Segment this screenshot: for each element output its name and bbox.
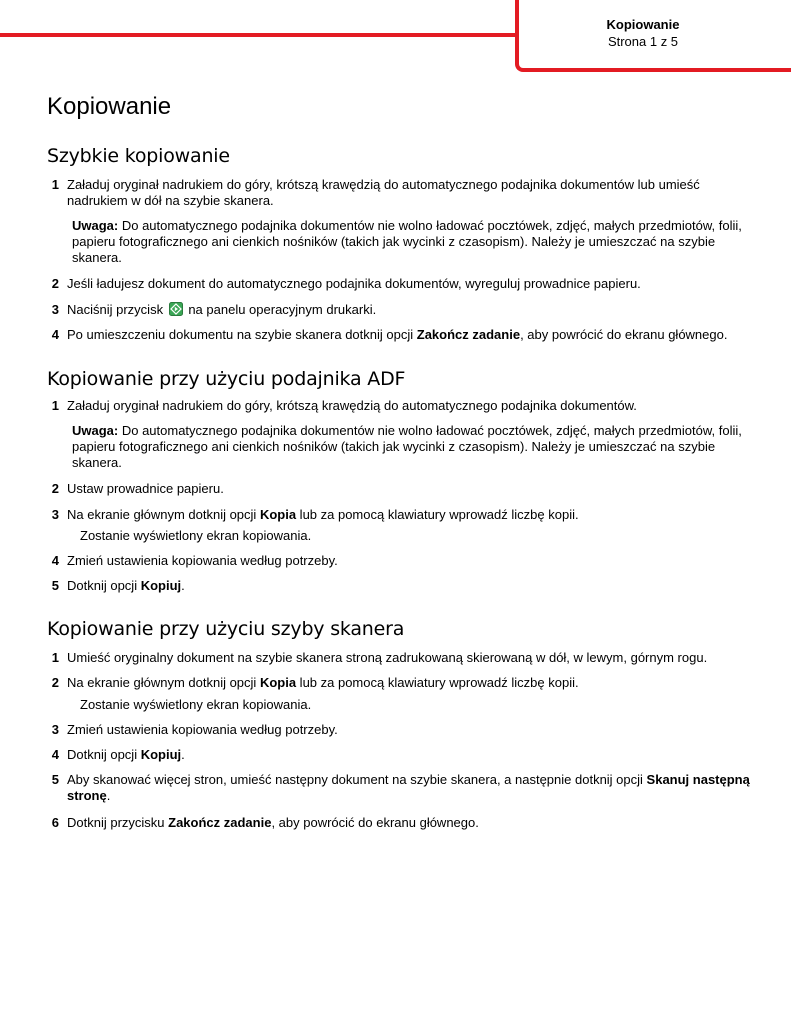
- section-heading-adf-copy: Kopiowanie przy użyciu podajnika ADF: [47, 368, 406, 390]
- step-number: 4: [51, 553, 59, 568]
- step-number: 2: [51, 675, 59, 690]
- option-finish-job: Zakończ zadanie: [416, 327, 521, 342]
- option-copy-now: Kopiuj: [140, 747, 182, 762]
- s1-note: [72, 218, 752, 266]
- s2-step-2: [47, 481, 757, 497]
- s3-step-1: [47, 650, 757, 666]
- note-text: Do automatycznego podajnika dokumentów nie wolno ładować pocztówek, zdjęć, małych przedmiotów, folii, papieru fotograficznego ani cienkich nośników (takich jak wycinki z czasopism). Należy je umieszczać na szybie skanera.: [72, 423, 742, 470]
- step-number: 1: [51, 398, 59, 413]
- option-copy: Kopia: [259, 675, 297, 690]
- s2-step-5: [47, 578, 757, 594]
- step-text-before: Na ekranie głównym dotknij opcji: [67, 675, 260, 690]
- option-finish-job: Zakończ zadanie: [168, 815, 272, 830]
- step-text-after: na panelu operacyjnym drukarki.: [188, 302, 377, 317]
- step-text-after: .: [181, 747, 185, 762]
- header-page-number: Strona 1 z 5: [607, 34, 679, 49]
- section-heading-scanner-glass-copy: Kopiowanie przy użyciu szyby skanera: [47, 618, 405, 640]
- note-label: Uwaga:: [72, 423, 119, 438]
- s2-step-1: [47, 398, 757, 414]
- step-number: 4: [51, 327, 59, 342]
- note-text: Do automatycznego podajnika dokumentów nie wolno ładować pocztówek, zdjęć, małych przedmiotów, folii, papieru fotograficznego ani cienkich nośników (takich jak wycinki z czasopism). Należy je umieszczać na szybie skanera.: [72, 218, 742, 265]
- option-copy: Kopia: [259, 507, 297, 522]
- step-text-after: lub za pomocą klawiatury wprowadź liczbę kopii.: [296, 675, 579, 690]
- s3-step-4: [47, 747, 757, 763]
- section-heading-quick-copy: Szybkie kopiowanie: [47, 145, 230, 167]
- step-number: 2: [51, 276, 59, 291]
- s1-step-3: [47, 302, 757, 318]
- step-text: Zmień ustawienia kopiowania według potrzeby.: [67, 553, 338, 568]
- step-number: 3: [51, 722, 59, 737]
- header-title: Kopiowanie: [606, 17, 680, 32]
- step-number: 1: [51, 177, 59, 192]
- step-text: Ustaw prowadnice papieru.: [67, 481, 224, 496]
- step-number: 2: [51, 481, 59, 496]
- step-text: Załaduj oryginał nadrukiem do góry, krótszą krawędzią do automatycznego podajnika dokumentów.: [67, 398, 637, 413]
- s3-step-6: [47, 815, 757, 831]
- option-copy-now: Kopiuj: [140, 578, 182, 593]
- step-text-before: Aby skanować więcej stron, umieść następny dokument na szybie skanera, a następnie dotknij opcji: [67, 772, 647, 787]
- s1-step-2: [47, 276, 757, 292]
- s2-step-3-result: Zostanie wyświetlony ekran kopiowania.: [80, 528, 312, 543]
- step-number: 3: [51, 302, 59, 317]
- page-header: [519, 16, 767, 50]
- page-title: Kopiowanie: [47, 93, 172, 120]
- step-text-before: Na ekranie głównym dotknij opcji: [67, 507, 260, 522]
- note-label: Uwaga:: [72, 218, 119, 233]
- step-text: Załaduj oryginał nadrukiem do góry, krótszą krawędzią do automatycznego podajnika dokumentów lub umieść nadrukiem w dół na szybie skanera.: [67, 177, 700, 208]
- s3-step-5: [47, 772, 757, 804]
- step-text-before: Dotknij opcji: [67, 578, 141, 593]
- header-rule: [0, 33, 519, 37]
- start-button-icon: [169, 302, 183, 316]
- s2-step-3: [47, 507, 757, 523]
- step-number: 5: [51, 772, 59, 787]
- step-text: Umieść oryginalny dokument na szybie skanera stroną zadrukowaną skierowaną w dół, w lewym, górnym rogu.: [67, 650, 708, 665]
- step-text: Jeśli ładujesz dokument do automatycznego podajnika dokumentów, wyreguluj prowadnice papieru.: [67, 276, 641, 291]
- step-number: 5: [51, 578, 59, 593]
- step-text-after: .: [106, 788, 111, 803]
- s3-step-3: [47, 722, 757, 738]
- step-text-after: , aby powrócić do ekranu głównego.: [520, 327, 728, 342]
- s3-step-2: [47, 675, 757, 691]
- step-text-before: Naciśnij przycisk: [67, 302, 164, 317]
- s2-step-4: [47, 553, 757, 569]
- step-text-before: Dotknij przycisku: [67, 815, 169, 830]
- step-text-after: lub za pomocą klawiatury wprowadź liczbę kopii.: [296, 507, 579, 522]
- s1-step-4: [47, 327, 757, 343]
- step-text-before: Po umieszczeniu dokumentu na szybie skanera dotknij opcji: [67, 327, 417, 342]
- s1-step-1: [47, 177, 757, 209]
- step-number: 6: [51, 815, 59, 830]
- step-text: Zmień ustawienia kopiowania według potrzeby.: [67, 722, 338, 737]
- step-text-after: , aby powrócić do ekranu głównego.: [271, 815, 479, 830]
- step-number: 4: [51, 747, 59, 762]
- step-number: 3: [51, 507, 59, 522]
- s3-step-2-result: Zostanie wyświetlony ekran kopiowania.: [80, 697, 312, 712]
- step-text-after: .: [181, 578, 185, 593]
- step-number: 1: [51, 650, 59, 665]
- step-text-before: Dotknij opcji: [67, 747, 141, 762]
- s2-note: [72, 423, 752, 471]
- option-scan-next-page: Skanuj następną stronę: [67, 772, 750, 803]
